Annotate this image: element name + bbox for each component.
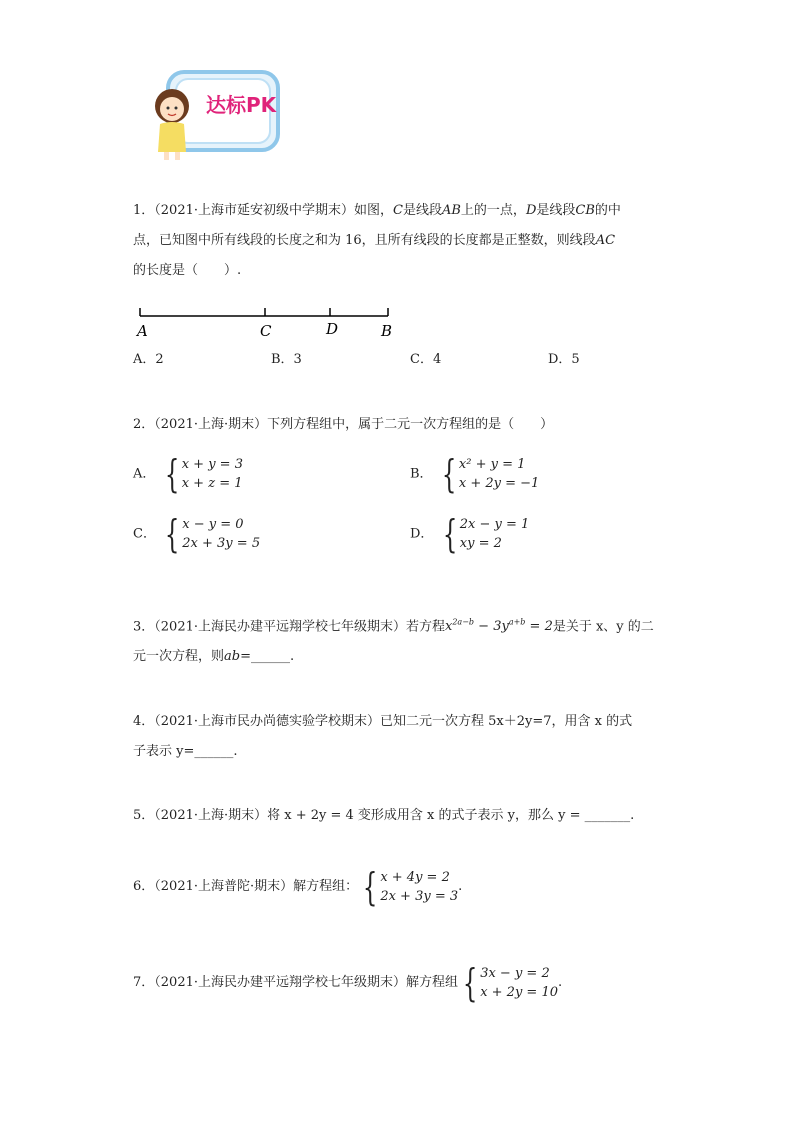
question-3-line-2 xyxy=(133,642,663,672)
question-1-line-2 xyxy=(133,226,663,256)
q1-option-b[interactable]: B．3 xyxy=(271,352,302,367)
q7-stem: 7．（2021·上海民办建平远翔学校七年级期末）解方程组 xyxy=(133,975,458,990)
brace-icon: { xyxy=(164,512,180,556)
question-6 xyxy=(133,865,663,909)
q1-text-h: 的中 xyxy=(594,203,621,218)
brace-icon: { xyxy=(442,512,457,556)
badge-svg xyxy=(140,66,284,162)
q2-a-eq1: x + y = 3 xyxy=(181,457,243,472)
segment-figure xyxy=(130,302,400,342)
brace-icon: { xyxy=(164,452,179,496)
question-1-line-3: 的长度是（ ）. xyxy=(133,263,242,278)
question-5[interactable]: 5．（2021·上海·期末）将 x + 2y = 4 变形成用含 x 的式子表示 y，那么 y = _______. xyxy=(133,808,635,823)
question-3-line-1 xyxy=(133,608,663,642)
q6-eq1: x + 4y = 2 xyxy=(380,870,450,885)
badge-text: 达标PK xyxy=(206,93,277,117)
q2-option-b-system xyxy=(437,452,540,496)
question-4-line-1: 4．（2021·上海市民办尚德实验学校期末）已知二元一次方程 5x＋2y=7，用含 x 的式 xyxy=(133,714,633,729)
q2-option-a-system xyxy=(160,452,243,496)
q6-end: . xyxy=(458,879,463,894)
question-1-line-1 xyxy=(133,196,663,226)
point-c-label: C xyxy=(260,322,272,340)
q2-option-d-label: D． xyxy=(410,526,434,542)
question-4 xyxy=(133,707,663,767)
q1-option-d[interactable]: D．5 xyxy=(548,352,580,367)
q3-stem-a: 3．（2021·上海民办建平远翔学校七年级期末）若方程 xyxy=(133,619,445,635)
q2-a-eq2: x + z = 1 xyxy=(181,476,243,491)
q2-option-a[interactable] xyxy=(133,452,243,496)
q1-var-d: D xyxy=(525,203,537,218)
question-2: 2．（2021·上海·期末）下列方程组中，属于二元一次方程组的是（ ） xyxy=(133,417,554,432)
q3-equation: $x^{2a-b} - 3y^{a+b} = 2$ xyxy=(445,618,553,635)
q7-end: . xyxy=(558,975,563,990)
q3-blank[interactable]: =______. xyxy=(240,649,295,665)
q3-stem-b: 是关于 x、y 的二 xyxy=(552,619,654,635)
q2-d-eq1: 2x − y = 1 xyxy=(459,517,530,532)
q6-system xyxy=(358,865,459,909)
q7-eq2: x + 2y = 10 xyxy=(480,985,558,1000)
point-a-label: A xyxy=(137,322,148,340)
q2-c-eq1: x − y = 0 xyxy=(182,517,244,532)
q1-text-f: 是线段 xyxy=(536,203,576,218)
question-4-line-2[interactable]: 子表示 y=______. xyxy=(133,744,238,759)
q1-var-ac: AC xyxy=(595,233,616,248)
question-1 xyxy=(133,196,663,286)
badge-illustration xyxy=(140,66,284,162)
q2-c-eq2: 2x + 3y = 5 xyxy=(182,536,261,551)
q1-text-b: 是线段 xyxy=(402,203,442,218)
brace-icon: { xyxy=(362,865,378,909)
q1-line-2-text: 点，已知图中所有线段的长度之和为 16，且所有线段的长度都是正整数，则线段 xyxy=(133,233,596,248)
q1-text-d: 上的一点， xyxy=(460,203,526,218)
q2-b-eq1: x² + y = 1 xyxy=(458,457,526,472)
point-b-label: B xyxy=(381,322,393,340)
q2-b-eq2: x + 2y = −1 xyxy=(458,476,540,491)
q1-option-c[interactable]: C．4 xyxy=(410,352,442,367)
question-7 xyxy=(133,961,663,1005)
q2-option-c-label: C． xyxy=(133,526,156,542)
brace-icon: { xyxy=(441,452,457,496)
q2-option-b[interactable] xyxy=(410,452,540,496)
q2-option-c[interactable] xyxy=(133,512,261,556)
q2-option-b-label: B． xyxy=(410,466,433,482)
q7-system xyxy=(458,961,558,1005)
q1-var-ab: AB xyxy=(441,203,461,218)
q3-var-ab: ab xyxy=(224,649,241,665)
q2-option-d[interactable] xyxy=(410,512,530,556)
point-d-label: D xyxy=(326,320,339,338)
q2-option-a-label: A． xyxy=(133,466,156,482)
q1-option-a[interactable]: A．2 xyxy=(133,352,164,367)
q6-stem: 6．（2021·上海普陀·期末）解方程组： xyxy=(133,879,359,894)
brace-icon: { xyxy=(462,961,478,1005)
q1-var-c: C xyxy=(393,203,403,218)
question-3 xyxy=(133,608,663,672)
q1-prefix: 1．（2021·上海市延安初级中学期末）如图， xyxy=(133,203,393,218)
q2-d-eq2: xy = 2 xyxy=(459,536,502,551)
q1-var-cb: CB xyxy=(575,203,595,218)
q7-eq1: 3x − y = 2 xyxy=(480,966,550,981)
q2-option-c-system xyxy=(160,512,261,556)
q3-line-2: 元一次方程，则 xyxy=(133,649,225,665)
q6-eq2: 2x + 3y = 3 xyxy=(380,889,459,904)
q2-option-d-system xyxy=(438,512,530,556)
